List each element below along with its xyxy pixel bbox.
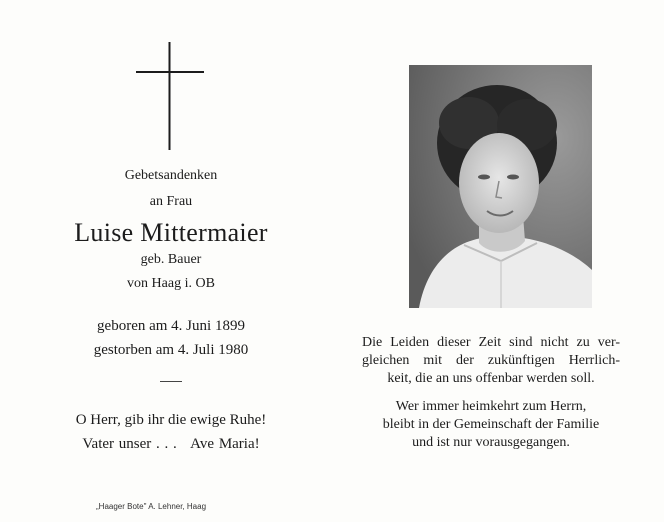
verse-line: Wer immer heimkehrt zum Herrn,	[395, 399, 587, 414]
prayer-line-1: O Herr, gib ihr die ewige Ruhe!	[75, 412, 267, 428]
origin: von Haag i. OB	[127, 276, 215, 291]
verse-line: und ist nur vorausgegangen.	[412, 435, 570, 450]
verse-line: bleibt in der Gemeinschaft der Familie	[382, 417, 600, 432]
verse-line: Die Leiden dieser Zeit sind nicht zu ver-	[362, 335, 620, 350]
verse-line: keit, die an uns offenbar werden soll.	[387, 371, 595, 386]
prayer-line-2: Vater unser . . . Ave Maria!	[82, 436, 260, 452]
death-date: gestorben am 4. Juli 1980	[93, 342, 249, 358]
divider	[160, 381, 182, 382]
printer-imprint: „Haager Bote" A. Lehner, Haag	[96, 502, 207, 511]
verse-block-2	[362, 398, 620, 452]
cross-icon	[136, 42, 204, 150]
heading-line-1: Gebetsandenken	[124, 168, 218, 183]
birth-date: geboren am 4. Juni 1899	[97, 318, 245, 334]
verse-line: gleichen mit der zukünftigen Herrlich-	[362, 353, 620, 368]
verse-block-1	[362, 334, 620, 388]
heading-line-2: an Frau	[149, 194, 193, 209]
portrait-photo	[409, 65, 592, 308]
maiden-name: geb. Bauer	[140, 252, 202, 267]
deceased-name: Luise Mittermaier	[74, 218, 268, 247]
